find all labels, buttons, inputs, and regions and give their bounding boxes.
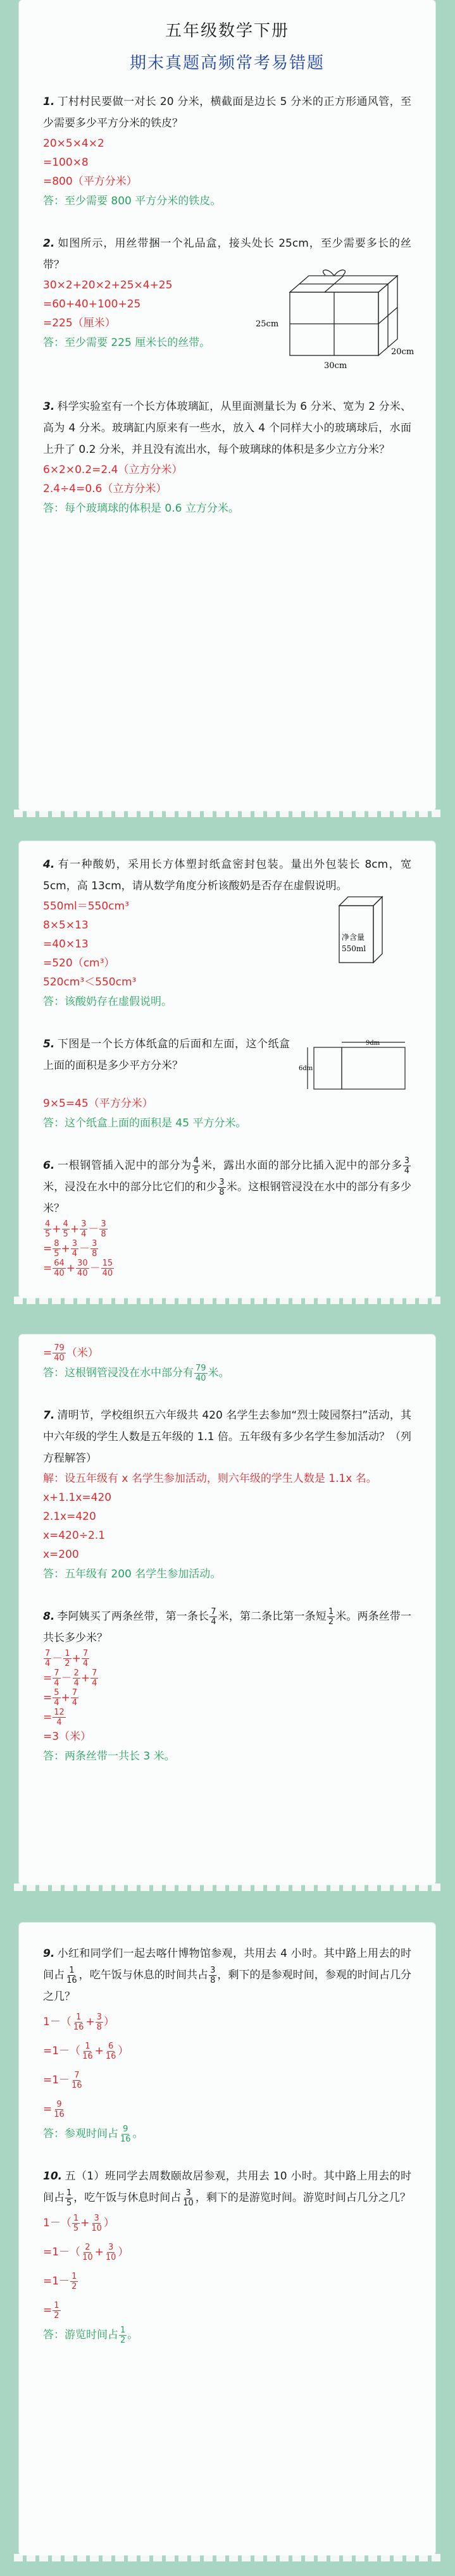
fraction: $\frac{5}{4}$ (54, 1688, 59, 1708)
answer: 答：这根钢管浸没在水中部分有 (43, 1367, 194, 1379)
expr-token: = (43, 1711, 53, 1724)
question-text: ，剩下的是参观时间，参观的时间占几分之几？ (43, 1969, 412, 2003)
fraction: $\frac{4}{5}$ (45, 1219, 51, 1239)
expr-token: ） (118, 2246, 129, 2259)
question-2 (43, 233, 414, 374)
work-line (43, 1708, 411, 1727)
expr-token: + (61, 1242, 70, 1255)
work-line: =3（米） (43, 1730, 92, 1743)
question-number: 2. (43, 237, 55, 250)
card-2 (19, 841, 435, 1298)
card-3 (19, 1334, 435, 1885)
work-line: =800（平方分米） (43, 175, 137, 188)
question-text: 米，浸没在水中的部分比它们的和少 (43, 1181, 218, 1193)
question-text: 一根钢管插入泥中的部分为 (57, 1159, 192, 1172)
work-line (43, 1649, 411, 1668)
gift-box-figure (253, 267, 414, 374)
fraction: $\frac{1}{16}$ (66, 1965, 77, 1985)
fraction: $\frac{1}{2}$ (54, 2300, 59, 2320)
work-line (43, 2066, 411, 2095)
expr-token: + (52, 1223, 61, 1236)
net-content-label: 净含量 (342, 933, 365, 942)
yogurt-box-figure (335, 892, 386, 968)
work-line: =40×13 (43, 938, 89, 951)
question-1 (43, 91, 411, 211)
work-line (43, 2095, 411, 2124)
question-8 (43, 1606, 411, 1766)
question-text: ，吃午饭与休息的时间共占 (78, 1969, 209, 1981)
answer: 答：每个玻璃球的体积是 0.6 立方分米。 (43, 502, 239, 515)
question-text: 李阿姨买了两条丝带，第一条长 (57, 1610, 209, 1623)
fraction: $\frac{12}{4}$ (54, 1708, 65, 1727)
answer: 答：至少需要 800 平方分米的铁皮。 (43, 195, 221, 207)
fraction: $\frac{1}{16}$ (73, 2012, 84, 2032)
figure-height-label: 25cm (256, 319, 279, 329)
fraction: $\frac{2}{4}$ (73, 1668, 79, 1688)
question-6 (43, 1155, 411, 1278)
fraction: $\frac{7}{4}$ (211, 1606, 216, 1627)
fraction: $\frac{1}{2}$ (120, 2325, 126, 2345)
solve-statement: 解：设五年级有 x 名学生参加活动，则六年级的学生人数是 1.1x 名。 (43, 1472, 377, 1485)
expr-token: － (61, 1672, 72, 1685)
question-number: 8. (43, 1610, 55, 1623)
fraction: $\frac{30}{40}$ (77, 1259, 88, 1278)
fraction: $\frac{1}{5}$ (66, 2188, 72, 2208)
work-line: 520cm³＜550cm³ (43, 976, 137, 989)
question-text: 五（1）班同学去周数颐故居参观，共用去 10 小时。其中路上用去的时间占 (43, 2170, 411, 2204)
expr-token: = (43, 1347, 53, 1360)
work-line: 6×2×0.2=2.4（立方分米） (43, 464, 183, 476)
fraction: $\frac{7}{4}$ (45, 1649, 51, 1668)
work-line: 2.1x=420 (43, 1510, 96, 1523)
fraction: $\frac{1}{16}$ (82, 2041, 93, 2061)
work-line (43, 2209, 411, 2238)
fraction: $\frac{3}{10}$ (105, 2242, 116, 2262)
question-text: 有一种酸奶，采用长方体塑封纸盒密封包装。量出外包装长 8cm，宽 5cm，高 13cm，请从数学角度分析该酸奶是否存在虚假说明。 (43, 858, 411, 892)
fraction: $\frac{7}{4}$ (54, 1668, 59, 1688)
expr-token: － (88, 1223, 99, 1236)
fraction: $\frac{3}{8}$ (92, 1239, 97, 1259)
answer: 答：游览时间占 (43, 2329, 118, 2341)
fraction: $\frac{3}{4}$ (72, 1239, 78, 1259)
fraction: $\frac{79}{40}$ (54, 1343, 65, 1363)
fraction: $\frac{3}{8}$ (219, 1177, 225, 1197)
fraction: $\frac{9}{16}$ (120, 2124, 131, 2144)
work-line: 2.4÷4=0.6（立方分米） (43, 483, 167, 495)
work-line (43, 1688, 411, 1708)
question-5 (43, 1033, 411, 1133)
work-line: =100×8 (43, 156, 89, 169)
question-number: 5. (43, 1038, 55, 1051)
expr-token: =1－（ (43, 2045, 81, 2057)
fraction: $\frac{1}{5}$ (73, 2213, 79, 2233)
work-line: =520（cm³） (43, 957, 115, 970)
fraction: $\frac{3}{4}$ (404, 1156, 410, 1176)
fraction: $\frac{1}{2}$ (65, 1649, 70, 1668)
expr-token: ） (118, 2045, 129, 2057)
expr-token: = (43, 1691, 53, 1704)
question-number: 9. (43, 1947, 55, 1960)
work-line: 20×5×4×2 (43, 137, 104, 150)
question-text: 如图所示，用丝带捆一个礼品盒，接头处长 25cm，至少需要多长的丝带？ (43, 237, 411, 271)
question-number: 7. (43, 1409, 55, 1422)
question-number: 10. (43, 2170, 63, 2183)
work-line: x=420÷2.1 (43, 1529, 106, 1542)
fraction: $\frac{2}{10}$ (82, 2242, 93, 2262)
expr-token: =1－（ (43, 2246, 81, 2259)
expr-token: ） (103, 2217, 115, 2229)
work-line: x+1.1x=420 (43, 1491, 112, 1504)
question-4 (43, 854, 411, 1012)
work-line: 9×5=45（平方分米） (43, 1097, 153, 1110)
question-text: ，剩下的是游览时间。游览时间占几分之几？ (195, 2191, 411, 2204)
question-text: 小红和同学们一起去喀什博物馆参观，共用去 4 小时。其中路上用去的时间占 (43, 1947, 411, 1981)
expr-token: （米） (66, 1347, 99, 1360)
expr-token: + (72, 1652, 81, 1665)
expr-token: + (61, 1691, 70, 1704)
expr-token: =1－ (43, 2275, 70, 2288)
grade-title: 五年级数学下册 (165, 22, 289, 40)
question-text: 米，第二条比第一条短 (218, 1610, 327, 1623)
question-number: 1. (43, 96, 55, 108)
fraction: $\frac{7}{4}$ (82, 1649, 89, 1668)
question-text: 丁村村民要做一对长 20 分米，横截面是边长 5 分米的正方形通风管，至少需要多少平方分米的铁皮？ (43, 96, 411, 130)
expr-token: － (52, 1652, 63, 1665)
fraction: $\frac{3}{10}$ (91, 2213, 102, 2233)
expr-token: + (70, 1223, 80, 1236)
question-3 (43, 396, 411, 519)
fraction: $\frac{64}{40}$ (54, 1259, 65, 1278)
fraction: $\frac{1}{2}$ (328, 1606, 334, 1627)
work-line (43, 2037, 411, 2066)
header (43, 18, 411, 73)
question-text: 清明节，学校组织五六年级共 420 名学生去参加“烈士陵园祭扫”活动，其中六年级的学生人数是五年级的 1.1 倍。五年级有多少名学生参加活动？（列方程解答） (43, 1409, 411, 1465)
card-1 (19, 0, 435, 811)
fraction: $\frac{9}{16}$ (54, 2099, 65, 2119)
fraction: $\frac{79}{40}$ (196, 1363, 206, 1383)
face-top-label: 9dm (366, 1040, 380, 1047)
question-text: 科学实验室有一个长方体玻璃缸，从里面测量长为 6 分米、宽为 2 分米、高为 4 分米。玻璃缸内原来有一些水，放入 4 个同样大小的玻璃球后，水面上升了 0.2 分米，并且没有流出水，每个玻璃球的体积是多少立方分米？ (43, 400, 411, 456)
expr-token: = (43, 2304, 53, 2317)
fraction: $\frac{7}{4}$ (72, 1688, 78, 1708)
work-line (43, 2267, 411, 2296)
face-side-label: 6dm (299, 1065, 313, 1072)
answer: 答：两条丝带一共长 3 米。 (43, 1750, 175, 1763)
figure-width-label: 20cm (391, 347, 414, 357)
expr-token: － (89, 1262, 101, 1275)
work-line: =225（厘米） (43, 317, 116, 330)
card-4 (19, 1923, 435, 2555)
expr-token: + (94, 2045, 104, 2057)
work-line: 550ml＝550cm³ (43, 900, 129, 913)
fraction: $\frac{1}{2}$ (72, 2271, 77, 2291)
answer-suffix: 。 (127, 2329, 139, 2341)
question-number: 6. (43, 1159, 55, 1172)
figure-length-label: 30cm (324, 361, 347, 371)
question-6-continued (43, 1343, 411, 1383)
fraction: $\frac{4}{5}$ (193, 1156, 199, 1176)
work-line: 30×2+20×2+25×4+25 (43, 279, 173, 292)
fraction: $\frac{15}{40}$ (102, 1259, 113, 1278)
answer: 答：至少需要 225 厘米长的丝带。 (43, 336, 211, 349)
work-line: x=200 (43, 1548, 79, 1561)
question-9 (43, 1943, 411, 2144)
fraction: $\frac{8}{5}$ (54, 1239, 59, 1259)
question-10 (43, 2166, 411, 2345)
net-content-value: 550ml (342, 944, 366, 953)
work-line: =60+40+100+25 (43, 298, 141, 311)
expr-token: + (80, 2217, 90, 2229)
fraction: $\frac{3}{10}$ (183, 2188, 194, 2208)
work-line (43, 1343, 411, 1363)
work-line (43, 1668, 411, 1688)
work-line (43, 2238, 411, 2267)
question-text: 米。两条丝带一共长多少米？ (43, 1610, 412, 1644)
work-line (43, 2296, 411, 2325)
answer: 答：该酸奶存在虚假说明。 (43, 995, 172, 1008)
fraction: $\frac{4}{5}$ (63, 1219, 68, 1239)
expr-token: + (94, 2246, 104, 2259)
expr-token: + (80, 1672, 90, 1685)
page-title: 期末真题高频常考易错题 (129, 54, 325, 73)
fraction: $\frac{3}{8}$ (101, 1219, 106, 1239)
expr-token: =1－ (43, 2074, 70, 2086)
fraction: $\frac{3}{8}$ (96, 2012, 102, 2032)
answer: 答：五年级有 200 名学生参加活动。 (43, 1568, 221, 1581)
fraction: $\frac{7}{16}$ (72, 2070, 82, 2090)
expr-token: 1－（ (43, 2217, 72, 2229)
expr-token: － (79, 1242, 90, 1255)
fraction: $\frac{7}{4}$ (92, 1668, 97, 1688)
question-number: 4. (43, 858, 55, 871)
question-text: 下图是一个长方体纸盒的后面和左面，这个纸盒上面的面积是多少平方分米？ (43, 1038, 290, 1072)
question-text: 米，露出水面的部分比插入泥中的部分多 (201, 1159, 402, 1172)
answer: 答：这个纸盒上面的面积是 45 平方分米。 (43, 1117, 247, 1130)
expr-token: = (43, 1242, 53, 1255)
work-line (43, 1219, 411, 1239)
question-7 (43, 1405, 411, 1584)
question-text: 米。这根钢管浸没在水中的部分有多少米？ (43, 1181, 412, 1215)
fraction: $\frac{3}{8}$ (210, 1965, 216, 1985)
work-line (43, 1239, 411, 1259)
answer-suffix: 。 (132, 2128, 144, 2140)
expr-token: + (66, 1262, 76, 1275)
answer-suffix: 米。 (208, 1367, 230, 1379)
expr-token: 1－（ (43, 2016, 72, 2028)
expr-token: = (43, 1262, 53, 1275)
question-text: ，吃午饭与休息时间占 (73, 2191, 182, 2204)
work-line (43, 2007, 411, 2037)
fraction: $\frac{6}{16}$ (105, 2041, 116, 2061)
expr-token: + (85, 2016, 95, 2028)
work-line (43, 1259, 411, 1278)
expr-token: = (43, 2103, 53, 2116)
expr-token: ） (103, 2016, 115, 2028)
answer: 答：参观时间占 (43, 2128, 118, 2140)
fraction: $\frac{3}{4}$ (81, 1219, 87, 1239)
question-number: 3. (43, 400, 55, 413)
work-line: 8×5×13 (43, 919, 89, 932)
expr-token: = (43, 1672, 53, 1685)
box-faces-figure (297, 1037, 411, 1094)
